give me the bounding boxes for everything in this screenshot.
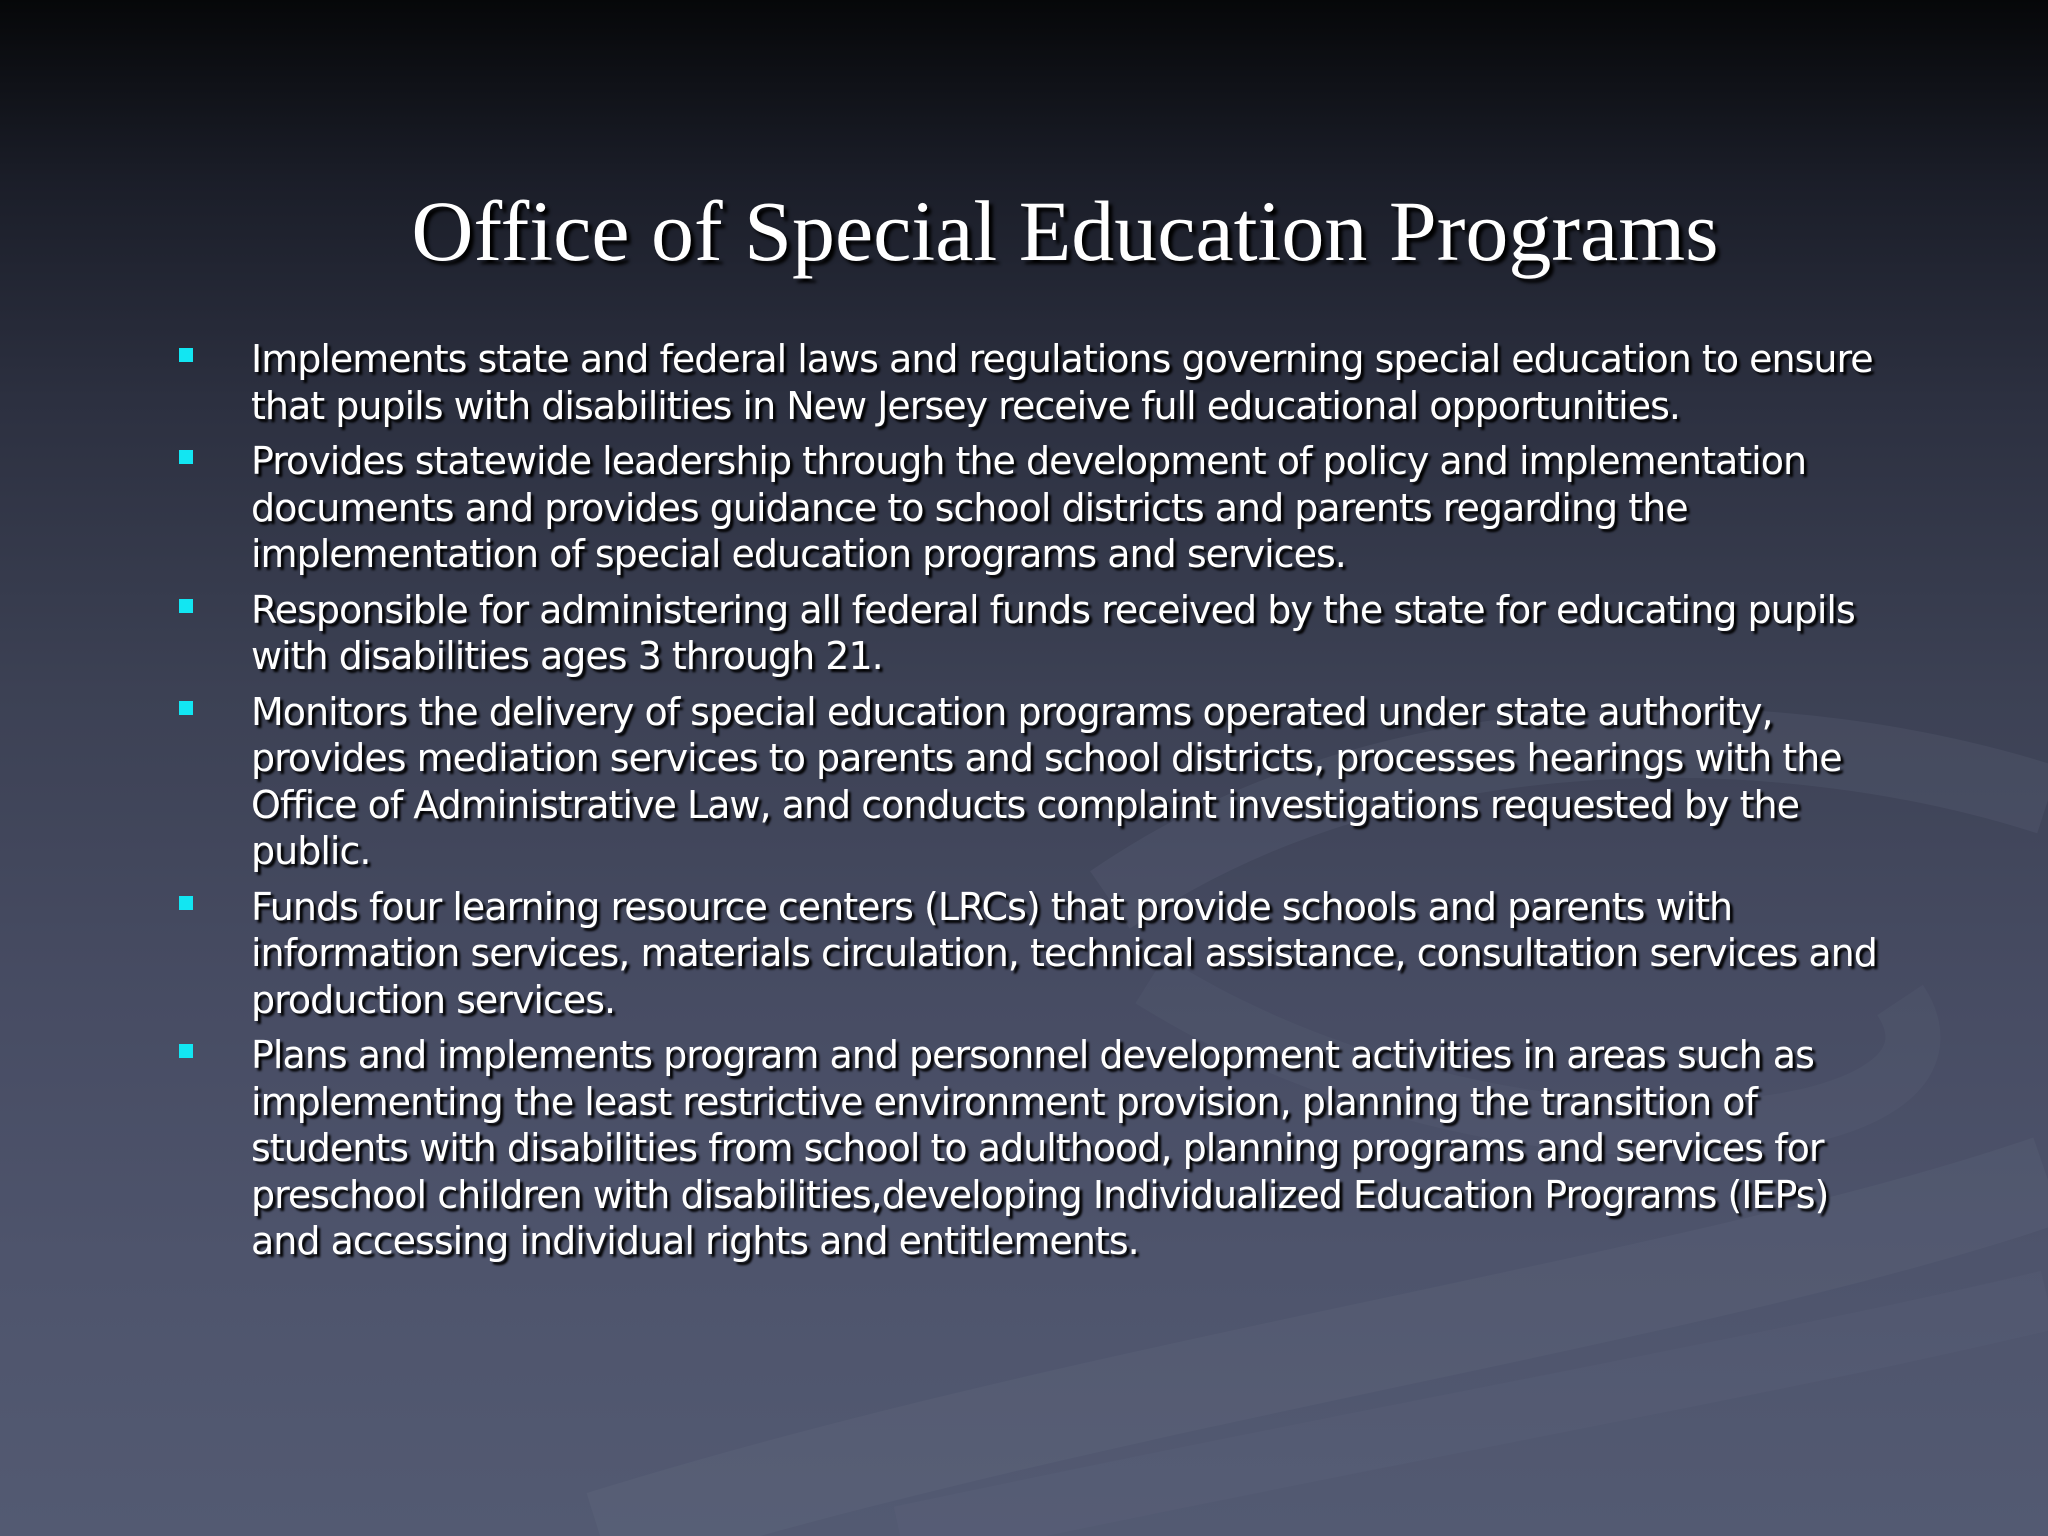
bullet-text: Plans and implements program and personnel development activities in areas such as implementing the least restrictive environment provision, planning the transition of students with disabilities from school to adulthood, planning programs and services for preschool children with disabilities,developing Individualized Education Programs (IEPs) and accessing individual rights and entitlements. [251, 1033, 1829, 1263]
bullet-item [175, 1032, 1895, 1265]
slide-title: Office of Special Education Programs [411, 183, 1719, 279]
bullet-item [175, 587, 1895, 680]
bullet-list [175, 336, 1895, 1274]
bullet-item [175, 884, 1895, 1024]
bullet-text: Funds four learning resource centers (LRCs) that provide schools and parents with information services, materials circulation, technical assistance, consultation services and production services. [251, 884, 1877, 1022]
square-bullet-icon [179, 896, 193, 910]
bullet-text: Responsible for administering all federal funds received by the state for educating pupils with disabilities ages 3 through 21. [251, 587, 1855, 678]
bullet-item [175, 336, 1895, 429]
square-bullet-icon [179, 1044, 193, 1058]
bullet-item [175, 689, 1895, 875]
square-bullet-icon [179, 599, 193, 613]
square-bullet-icon [179, 701, 193, 715]
bullet-text: Implements state and federal laws and regulations governing special education to ensure that pupils with disabilities in New Jersey receive full educational opportunities. [251, 337, 1873, 428]
bullet-text: Provides statewide leadership through the development of policy and implementation documents and provides guidance to school districts and parents regarding the implementation of special education programs and services. [251, 439, 1807, 576]
square-bullet-icon [179, 450, 193, 464]
square-bullet-icon [179, 348, 193, 362]
bullet-item [175, 438, 1895, 578]
bullet-text: Monitors the delivery of special education programs operated under state authority, provides mediation services to parents and school districts, processes hearings with the Office of Administrative Law, and conducts complaint investigations requested by the public. [251, 689, 1842, 873]
